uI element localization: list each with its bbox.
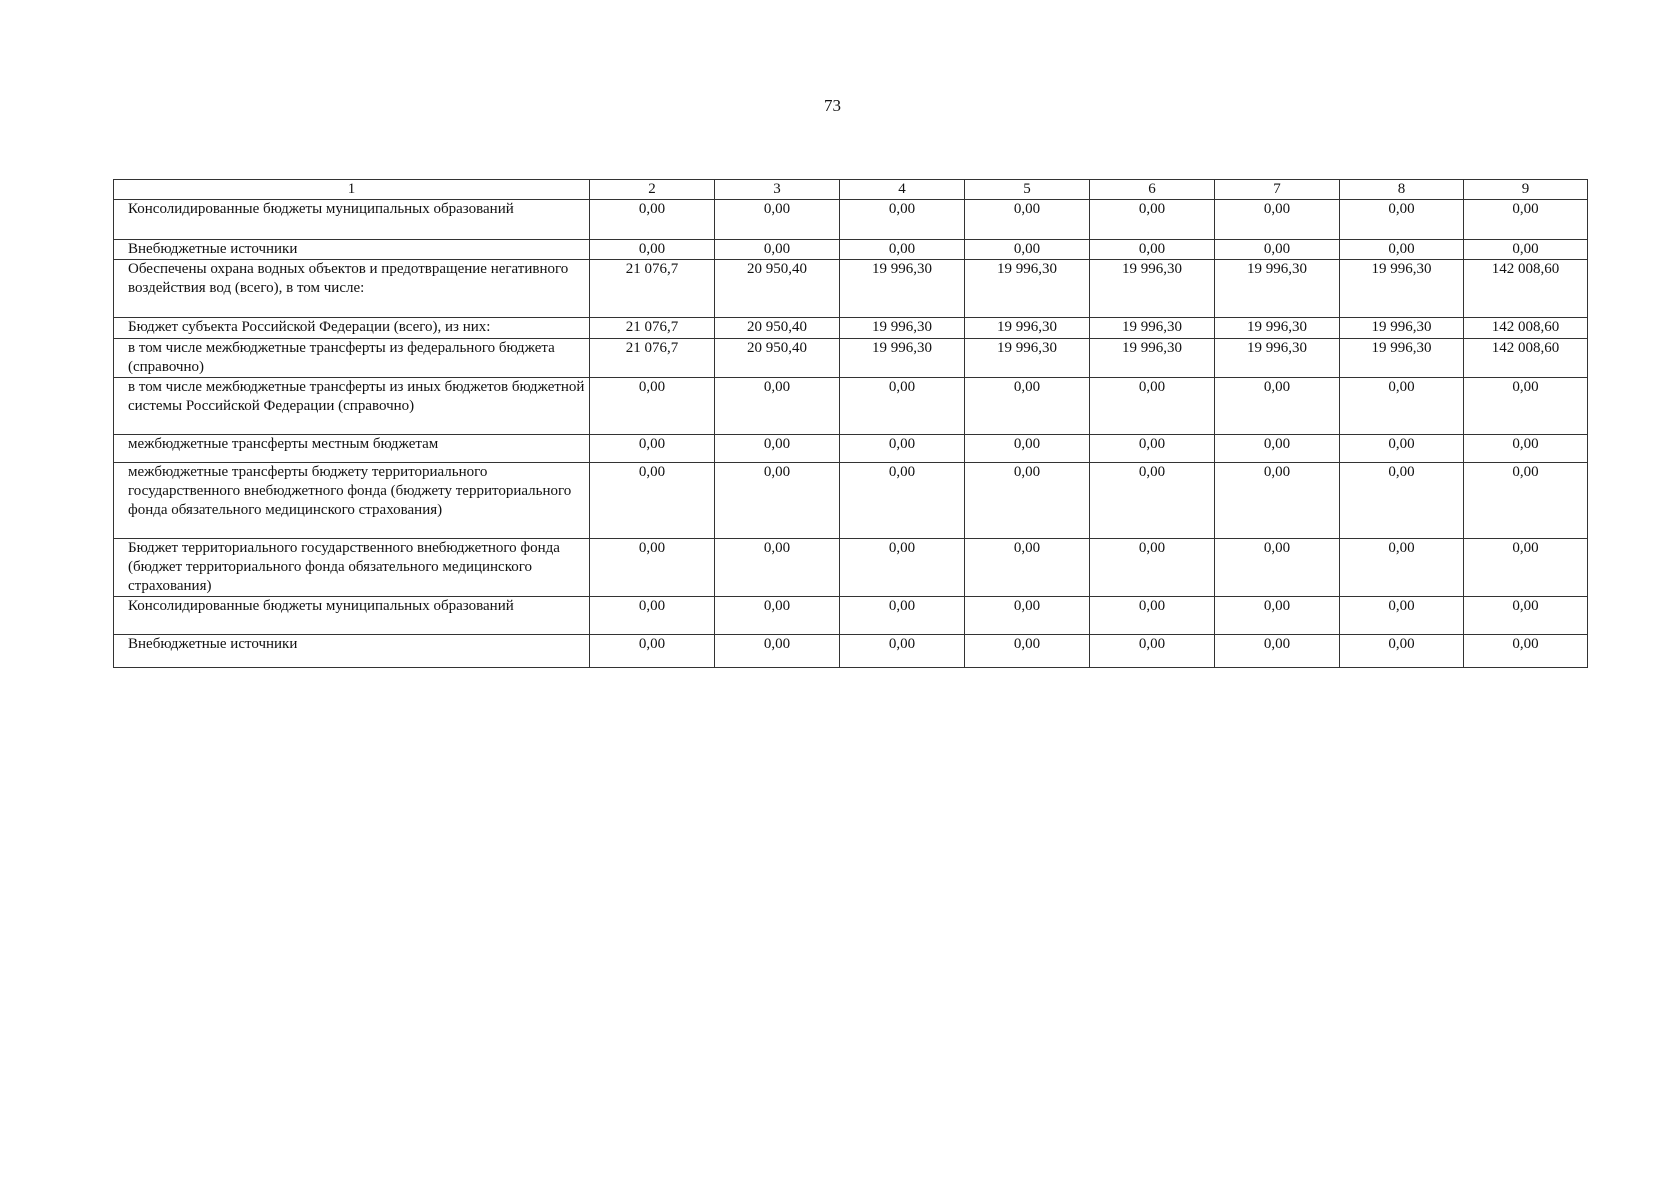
table-row — [114, 435, 1588, 463]
value-cell: 0,00 — [840, 635, 965, 668]
value-cell: 0,00 — [1464, 378, 1588, 435]
value-cell: 0,00 — [965, 240, 1090, 260]
value-cell: 0,00 — [840, 539, 965, 597]
value-cell: 0,00 — [1464, 635, 1588, 668]
value-cell: 0,00 — [1090, 378, 1215, 435]
value-cell: 0,00 — [1090, 463, 1215, 539]
value-cell: 0,00 — [715, 463, 840, 539]
row-label: Внебюджетные источники — [114, 635, 590, 668]
value-cell: 0,00 — [715, 539, 840, 597]
header-row — [114, 180, 1588, 200]
value-cell: 0,00 — [840, 435, 965, 463]
value-cell: 0,00 — [1215, 597, 1340, 635]
row-label: Бюджет субъекта Российской Федерации (всего), из них: — [114, 318, 590, 339]
column-header: 9 — [1464, 180, 1588, 200]
value-cell: 19 996,30 — [965, 318, 1090, 339]
row-label: Консолидированные бюджеты муниципальных образований — [114, 597, 590, 635]
value-cell: 0,00 — [590, 200, 715, 240]
table-row — [114, 260, 1588, 318]
value-cell: 0,00 — [965, 597, 1090, 635]
value-cell: 0,00 — [840, 463, 965, 539]
value-cell: 0,00 — [1340, 635, 1464, 668]
value-cell: 0,00 — [965, 435, 1090, 463]
row-label: Обеспечены охрана водных объектов и предотвращение негативного воздействия вод (всего), в том числе: — [114, 260, 590, 318]
value-cell: 0,00 — [1090, 240, 1215, 260]
value-cell: 0,00 — [715, 635, 840, 668]
value-cell: 0,00 — [1215, 435, 1340, 463]
value-cell: 0,00 — [840, 200, 965, 240]
table-row — [114, 597, 1588, 635]
value-cell: 20 950,40 — [715, 260, 840, 318]
value-cell: 0,00 — [840, 240, 965, 260]
column-header: 4 — [840, 180, 965, 200]
value-cell: 0,00 — [1215, 378, 1340, 435]
table-row — [114, 200, 1588, 240]
value-cell: 0,00 — [715, 597, 840, 635]
value-cell: 0,00 — [1340, 240, 1464, 260]
table-row — [114, 539, 1588, 597]
row-label: Бюджет территориального государственного внебюджетного фонда (бюджет территориального фонда обязательного медицинского страхования) — [114, 539, 590, 597]
value-cell: 0,00 — [1340, 200, 1464, 240]
value-cell: 0,00 — [965, 539, 1090, 597]
value-cell: 19 996,30 — [1340, 339, 1464, 378]
value-cell: 0,00 — [1464, 597, 1588, 635]
value-cell: 0,00 — [840, 378, 965, 435]
value-cell: 19 996,30 — [1340, 318, 1464, 339]
value-cell: 0,00 — [715, 435, 840, 463]
column-header: 1 — [114, 180, 590, 200]
value-cell: 21 076,7 — [590, 339, 715, 378]
value-cell: 0,00 — [1215, 539, 1340, 597]
value-cell: 21 076,7 — [590, 260, 715, 318]
value-cell: 19 996,30 — [1090, 318, 1215, 339]
value-cell: 0,00 — [715, 240, 840, 260]
row-label: Внебюджетные источники — [114, 240, 590, 260]
value-cell: 19 996,30 — [1215, 339, 1340, 378]
value-cell: 0,00 — [1464, 435, 1588, 463]
value-cell: 0,00 — [1090, 635, 1215, 668]
value-cell: 142 008,60 — [1464, 260, 1588, 318]
value-cell: 0,00 — [1464, 463, 1588, 539]
value-cell: 0,00 — [965, 378, 1090, 435]
value-cell: 0,00 — [1090, 597, 1215, 635]
row-label: Консолидированные бюджеты муниципальных образований — [114, 200, 590, 240]
value-cell: 0,00 — [1215, 635, 1340, 668]
value-cell: 19 996,30 — [1090, 260, 1215, 318]
budget-table — [113, 179, 1588, 668]
column-header: 7 — [1215, 180, 1340, 200]
row-label: в том числе межбюджетные трансферты из федерального бюджета (справочно) — [114, 339, 590, 378]
value-cell: 0,00 — [1340, 378, 1464, 435]
table-row — [114, 339, 1588, 378]
value-cell: 0,00 — [965, 200, 1090, 240]
value-cell: 19 996,30 — [840, 260, 965, 318]
value-cell: 0,00 — [590, 597, 715, 635]
column-header: 2 — [590, 180, 715, 200]
value-cell: 0,00 — [590, 435, 715, 463]
value-cell: 0,00 — [590, 539, 715, 597]
value-cell: 19 996,30 — [1340, 260, 1464, 318]
value-cell: 19 996,30 — [965, 339, 1090, 378]
value-cell: 0,00 — [840, 597, 965, 635]
value-cell: 20 950,40 — [715, 318, 840, 339]
value-cell: 0,00 — [1340, 539, 1464, 597]
value-cell: 0,00 — [1340, 463, 1464, 539]
table-body — [114, 180, 1588, 668]
value-cell: 0,00 — [1340, 597, 1464, 635]
value-cell: 21 076,7 — [590, 318, 715, 339]
table-row — [114, 240, 1588, 260]
value-cell: 0,00 — [965, 463, 1090, 539]
value-cell: 19 996,30 — [1090, 339, 1215, 378]
column-header: 3 — [715, 180, 840, 200]
row-label: межбюджетные трансферты местным бюджетам — [114, 435, 590, 463]
table-row — [114, 463, 1588, 539]
column-header: 6 — [1090, 180, 1215, 200]
column-header: 5 — [965, 180, 1090, 200]
value-cell: 19 996,30 — [1215, 260, 1340, 318]
value-cell: 0,00 — [1464, 539, 1588, 597]
value-cell: 0,00 — [590, 463, 715, 539]
value-cell: 0,00 — [1464, 240, 1588, 260]
page-number: 73 — [824, 96, 841, 115]
value-cell: 20 950,40 — [715, 339, 840, 378]
value-cell: 0,00 — [715, 200, 840, 240]
row-label: межбюджетные трансферты бюджету территориального государственного внебюджетного фонда (бюджету территориального фонда обязательного медицинского страхования) — [114, 463, 590, 539]
value-cell: 19 996,30 — [840, 318, 965, 339]
value-cell: 0,00 — [965, 635, 1090, 668]
value-cell: 19 996,30 — [840, 339, 965, 378]
value-cell: 0,00 — [590, 378, 715, 435]
value-cell: 0,00 — [1340, 435, 1464, 463]
value-cell: 0,00 — [715, 378, 840, 435]
value-cell: 0,00 — [1215, 200, 1340, 240]
value-cell: 142 008,60 — [1464, 339, 1588, 378]
column-header: 8 — [1340, 180, 1464, 200]
value-cell: 142 008,60 — [1464, 318, 1588, 339]
value-cell: 0,00 — [1090, 539, 1215, 597]
value-cell: 0,00 — [590, 635, 715, 668]
value-cell: 0,00 — [1090, 200, 1215, 240]
table-row — [114, 318, 1588, 339]
row-label: в том числе межбюджетные трансферты из иных бюджетов бюджетной системы Российской Федерации (справочно) — [114, 378, 590, 435]
value-cell: 0,00 — [1464, 200, 1588, 240]
value-cell: 19 996,30 — [1215, 318, 1340, 339]
value-cell: 19 996,30 — [965, 260, 1090, 318]
table-row — [114, 635, 1588, 668]
value-cell: 0,00 — [1215, 240, 1340, 260]
value-cell: 0,00 — [1090, 435, 1215, 463]
table-row — [114, 378, 1588, 435]
value-cell: 0,00 — [590, 240, 715, 260]
value-cell: 0,00 — [1215, 463, 1340, 539]
